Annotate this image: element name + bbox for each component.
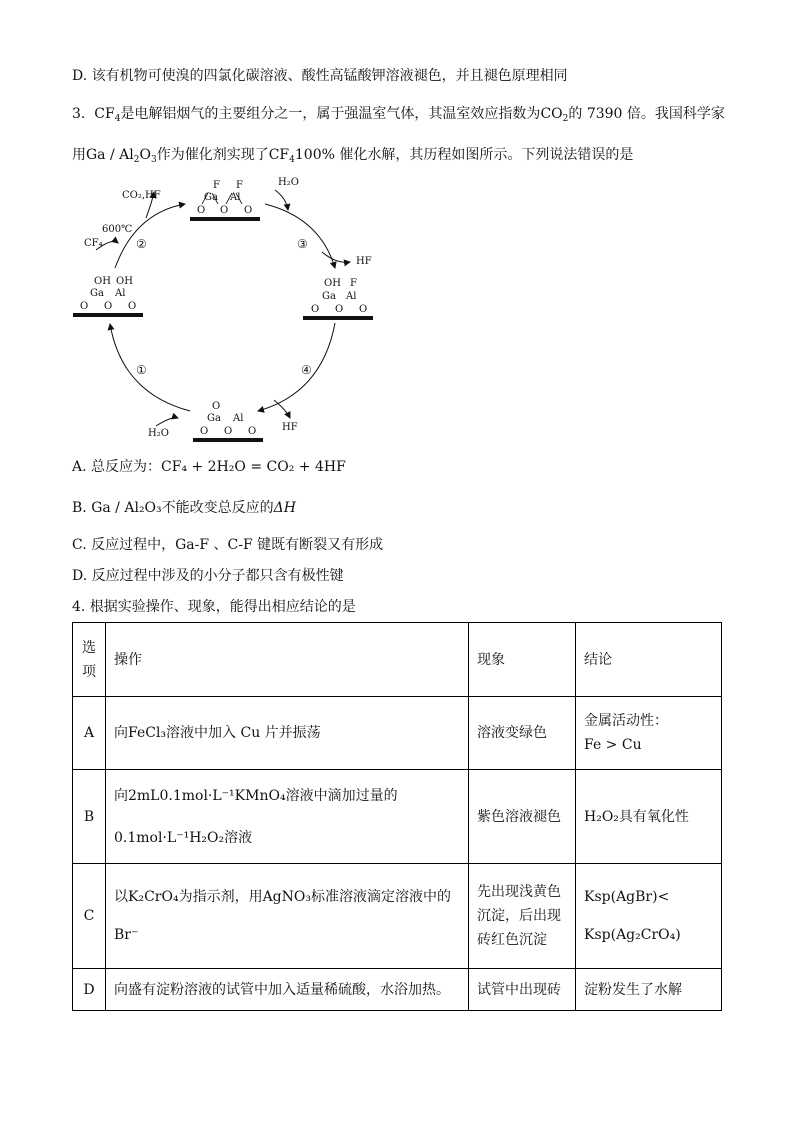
step-3-label: ③	[297, 237, 308, 251]
q3-stem-text-end: 的 7390 倍。我国科学家	[568, 106, 725, 122]
row-a-option: A	[73, 697, 106, 770]
bottom-o1: O	[200, 426, 209, 437]
left-o1: O	[80, 301, 89, 312]
temperature-label: 600℃	[102, 224, 133, 235]
step-4-label: ④	[301, 363, 312, 377]
q3-stem-line2	[72, 145, 633, 170]
header-operation: 操作	[106, 623, 469, 697]
co2-formula: $CO_2$	[540, 106, 569, 124]
bottom-ga: Ga	[207, 413, 221, 424]
cf4-formula-2: $CF_4$	[268, 147, 295, 165]
row-a-conclusion: 金属活动性： Fe > Cu	[576, 697, 722, 770]
top-o2: O	[220, 205, 229, 216]
row-d-phenomenon: 试管中出现砖	[469, 969, 576, 1011]
step-2-label: ②	[136, 237, 147, 251]
q3-stem-prefix: 用	[72, 147, 86, 163]
q3-stem-end: 100% 催化水解，其历程如图所示。下列说法错误的是	[294, 147, 634, 163]
arc-step2	[115, 204, 185, 268]
hf-label-bottom: HF	[282, 422, 298, 433]
arc-step3	[265, 204, 335, 268]
left-o3: O	[128, 301, 137, 312]
experiment-table	[72, 622, 722, 1011]
q3-stem-text: 是电解铝烟气的主要组分之一，属于强温室气体，其温室效应指数为	[120, 106, 541, 122]
q3-option-b	[72, 498, 296, 518]
h2o-label-top: H₂O	[278, 177, 299, 188]
h2o-label-bottom: H₂O	[148, 428, 169, 439]
step-1-label: ①	[136, 363, 147, 377]
catalytic-cycle-diagram	[60, 168, 400, 458]
row-b-operation: 向2mL0.1mol·L⁻¹KMnO₄溶液中滴加过量的 0.1mol·L⁻¹H₂O₂溶液	[106, 770, 469, 864]
q2-option-d: D. 该有机物可使溴的四氯化碳溶液、酸性高锰酸钾溶液褪色，并且褪色原理相同	[72, 68, 568, 84]
left-o2: O	[104, 301, 113, 312]
bottom-al: Al	[233, 413, 244, 424]
row-c-conclusion: Ksp(AgBr)< Ksp(Ag₂CrO₄)	[576, 864, 722, 969]
surface-left	[73, 313, 143, 317]
bottom-o2: O	[224, 426, 233, 437]
row-b-conclusion: H₂O₂具有氧化性	[576, 770, 722, 864]
cf4-in-label: CF₄	[84, 238, 103, 249]
row-b-option: B	[73, 770, 106, 864]
arc-step4	[258, 323, 335, 411]
q3-option-c: C. 反应过程中，Ga-F 、C-F 键既有断裂又有形成	[72, 537, 384, 553]
left-al: Al	[115, 288, 126, 299]
bottom-o3: O	[248, 426, 257, 437]
top-ga: Ga	[204, 192, 218, 203]
surface-top	[190, 217, 260, 221]
right-ga: Ga	[322, 291, 336, 302]
q4-stem: 4. 根据实验操作、现象，能得出相应结论的是	[72, 599, 356, 615]
top-f2: F	[236, 180, 243, 191]
row-a-operation: 向FeCl₃溶液中加入 Cu 片并振荡	[106, 697, 469, 770]
co2-hf-label: CO₂,HF	[122, 190, 161, 201]
q3-option-a-label: A. 总反应为：	[72, 459, 162, 475]
top-o3: O	[244, 205, 253, 216]
top-al: Al	[230, 192, 241, 203]
right-f: F	[350, 278, 357, 289]
q3-option-b-text: 不能改变总反应的	[161, 500, 274, 516]
right-o3: O	[359, 304, 368, 315]
table-row	[73, 969, 722, 1011]
row-b-phenomenon: 紫色溶液褪色	[469, 770, 576, 864]
table-header-row	[73, 623, 722, 697]
q3-option-a-equation: CF₄ + 2H₂O = CO₂ + 4HF	[161, 459, 346, 475]
left-ga: Ga	[90, 288, 104, 299]
top-o1: O	[197, 205, 206, 216]
table-row	[73, 864, 722, 969]
catalyst-formula: Ga / $Al_2O_3$	[86, 147, 157, 165]
right-al: Al	[346, 291, 357, 302]
header-conclusion: 结论	[576, 623, 722, 697]
row-a-phenomenon: 溶液变绿色	[469, 697, 576, 770]
surface-right	[303, 316, 373, 320]
h2o-in-arrow	[275, 190, 288, 210]
q3-number: 3.	[72, 106, 86, 122]
hf-out-arrow-right	[322, 252, 350, 262]
row-c-operation: 以K₂CrO₄为指示剂，用AgNO₃标准溶液滴定溶液中的 Br⁻	[106, 864, 469, 969]
row-c-phenomenon: 先出现浅黄色 沉淀，后出现 砖红色沉淀	[469, 864, 576, 969]
q3-stem-line1	[72, 104, 725, 129]
surface-bottom	[193, 438, 263, 442]
q3-stem-mid: 作为催化剂实现了	[156, 147, 269, 163]
row-c-option: C	[73, 864, 106, 969]
q3-option-b-catalyst: Ga / Al₂O₃	[91, 500, 162, 516]
right-o1: O	[311, 304, 320, 315]
q3-option-b-label: B.	[72, 500, 92, 516]
right-o2: O	[335, 304, 344, 315]
arc-step1	[110, 324, 190, 411]
q3-option-b-enthalpy: ΔH	[273, 500, 296, 516]
h2o-in-arrow-bottom	[156, 418, 178, 426]
header-phenomenon: 现象	[469, 623, 576, 697]
hf-label-right: HF	[356, 256, 372, 267]
left-oh1: OH	[94, 276, 111, 287]
q3-option-d: D. 反应过程中涉及的小分子都只含有极性键	[72, 568, 344, 584]
top-f1: F	[213, 180, 220, 191]
row-d-conclusion: 淀粉发生了水解	[576, 969, 722, 1011]
hf-out-arrow-bottom	[274, 400, 290, 418]
header-option: 选 项	[73, 623, 106, 697]
q3-option-a	[72, 457, 346, 477]
left-oh2: OH	[116, 276, 133, 287]
row-d-option: D	[73, 969, 106, 1011]
row-d-operation: 向盛有淀粉溶液的试管中加入适量稀硫酸，水浴加热。	[106, 969, 469, 1011]
right-oh: OH	[324, 278, 341, 289]
table-row	[73, 770, 722, 864]
bottom-o-top: O	[212, 401, 221, 412]
cycle-arrows	[60, 168, 400, 458]
table-row	[73, 697, 722, 770]
cf4-formula: $CF_4$	[94, 106, 121, 124]
